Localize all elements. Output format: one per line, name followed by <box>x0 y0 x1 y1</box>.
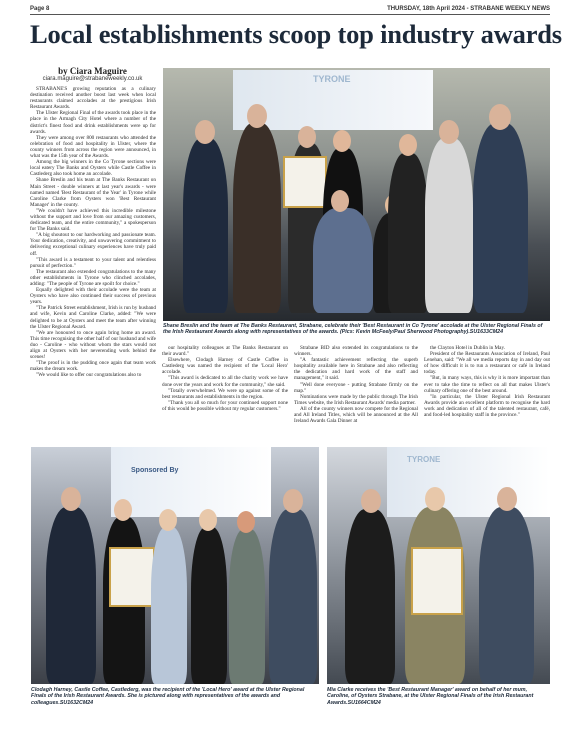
paragraph: All of the county winners now compete for the Regional and All Ireland Titles, which will be announced at the All Ireland Awards Gala Dinner at <box>294 405 418 425</box>
person-head <box>425 487 445 511</box>
article-column-1 <box>30 86 156 444</box>
paragraph: The restaurant also extended congratulations to the many other establishments in Tyrone who clinched accolades, adding: "The people of Tyrone are spoilt for choice." <box>30 268 156 287</box>
paragraph: The Ulster Regional Final of the awards took place in the place in the Armagh City Hotel where a number of the district's finest food and drink establishments were up for awards. <box>30 110 156 135</box>
person <box>151 527 187 684</box>
person-head <box>489 104 511 130</box>
award-certificate <box>109 547 155 607</box>
paragraph: "This award is dedicated to all the charity work we have done over the years and work for the community," she said. <box>162 375 288 388</box>
article-column-4 <box>424 345 550 440</box>
person-head <box>298 126 316 148</box>
person-head <box>159 509 177 531</box>
person-head <box>237 511 255 533</box>
main-photo-caption: Shane Breslin and the team at The Banks Restaurant, Strabane, celebrate their 'Best Restaurant in Co Tyrone' accolade at the Ulster Regional Finals of the Irish Restaurant Awards along with representatives of the awards. (Pics: Kevin McFeely/Paul Sherwood Photography).SU1633CM24 <box>163 323 543 336</box>
paragraph: "We are honoured to once again bring home an award. This time recognising the other half of our husband and wife duo - Caroline - who without whom the stars would not align at Oysters with her neverending work behind the scenes! <box>30 329 156 361</box>
award-certificate <box>283 156 327 208</box>
paragraph: "A fantastic achievement reflecting the superb hospitality available here in Strabane and also reflecting the dedication and hard work of the staff and management," it said. <box>294 357 418 382</box>
person-head <box>283 489 303 513</box>
article-column-2 <box>162 345 288 440</box>
oysters-caption: Mia Clarke receives the 'Best Restaurant Manager' award on behalf of her mum, Caroline, of Oysters Strabane, at the Ulster Regional Finals of the Irish Restaurant Awards.SU1664CM24 <box>327 687 534 706</box>
person-head <box>199 509 217 531</box>
headline: Local establishments scoop top industry awards <box>30 19 562 49</box>
person <box>345 509 395 684</box>
paragraph: "The Patrick Street establishment, Irish is run by husband and wife, Kevin and Caroline Clarke, added: "We were delighted to be at Oysters and meet the team after winning the Ulster Regional Award. <box>30 305 156 330</box>
person-head <box>439 120 459 144</box>
tyrone-banner-text: TYRONE <box>407 455 441 464</box>
byline <box>30 66 155 82</box>
person <box>473 123 528 313</box>
main-photo <box>163 68 550 321</box>
oysters-photo <box>327 447 550 684</box>
person-head <box>497 487 517 511</box>
header-rule <box>30 14 550 15</box>
person-head <box>61 487 81 511</box>
person-head <box>399 134 417 156</box>
person-head <box>195 120 215 144</box>
person <box>183 138 228 313</box>
paragraph: Strabane BID also extended its congratulations to the winners. <box>294 345 418 358</box>
person <box>46 507 96 684</box>
person <box>191 527 227 684</box>
paragraph: "The proof is in the pudding once again that team work makes the dream work. <box>30 360 156 373</box>
person-head <box>114 499 132 521</box>
awards-backdrop <box>111 447 271 517</box>
paragraph: Elsewhere, Clodagh Harney of Castle Coffee in Castlederg was named the recipient of the 'Local Hero' accolade. <box>162 357 288 376</box>
paragraph: Shane Breslin and his team at The Banks Restaurant on Main Street - double winners at last year's awards - were named named 'Best Restaurant of the Year' in Tyrone while Caroline Clarke from Oysters won 'Best Restaurant Manager' in the county. <box>30 177 156 208</box>
paragraph: Among the big winners in the Co Tyrone sections were local eatery The Banks and Oysters while Castle Coffee in Castlederg also took home an accolade. <box>30 159 156 178</box>
person <box>479 507 534 684</box>
person <box>425 138 473 313</box>
paragraph: President of the Restaurants Association of Ireland, Paul Lenehan, said: "We all we media reports day in and day out of how difficult it is to run a restaurant or café in Ireland today. <box>424 351 550 376</box>
person-kneeling <box>313 208 373 313</box>
paragraph: Equally delighted with their accolade were the team at Oysters who have also continued their success of previous years. <box>30 287 156 306</box>
paragraph: "Totally overwhelmed. We were up against some of the best restaurants and establishments in the region. <box>162 387 288 400</box>
dateline: THURSDAY, 18th April 2024 - STRABANE WEEKLY NEWS <box>387 6 550 12</box>
paragraph: "We couldn't have achieved this incredible milestone without the support and love from our amazing customers, dedicated team, and the entire community," a spokesperson for The Banks said. <box>30 207 156 233</box>
paragraph: "Well done everyone - putting Strabane firmly on the map." <box>294 381 418 394</box>
paragraph: Nominations were made by the public through The Irish Times website, the Irish Restaurant Awards' media partner. <box>294 393 418 406</box>
sponsor-text: Sponsored By <box>131 467 179 474</box>
author-email[interactable]: ciara.maguire@strabaneweekly.co.uk <box>42 76 143 82</box>
paragraph: our hospitality colleagues at The Banks Restaurant on their award." <box>162 345 288 358</box>
paragraph: "This award is a testament to your talent and relentless pursuit of perfection." <box>30 256 156 269</box>
paragraph: "But, in many ways, this is why it is more important than ever to take the time to reflect on all that makes Ulster's culinary offering one of the best around. <box>424 375 550 394</box>
person-head <box>333 130 351 152</box>
author-name: by Ciara Maguire <box>58 66 127 76</box>
award-certificate <box>411 547 463 615</box>
tyrone-banner-text: TYRONE <box>313 74 351 84</box>
person-head <box>247 104 267 128</box>
person-head <box>331 190 349 212</box>
person-head <box>361 489 381 513</box>
paragraph: They were among over 800 restaurants who attended the celebration of food and hospitality in Ulster, where the county winners from across the region were announced, in what was the 15th year of the Awards. <box>30 134 156 160</box>
person <box>233 123 281 313</box>
paragraph: "A big shoutout to our hardworking and passionate team. Your dedication, creativity, and unwavering commitment to delivering exceptional culinary experiences have truly paid off. <box>30 232 156 257</box>
castle-coffee-caption: Clodagh Harney, Castle Coffee, Castlederg, was the recipient of the 'Local Hero' award at the Ulster Regional Finals of the Irish Restaurant Awards. She is pictured along with representatives of the awards and colleagues.SU1632CM24 <box>31 687 305 706</box>
person <box>229 529 265 684</box>
page-number: Page 8 <box>30 6 50 12</box>
paragraph: "Thank you all so much for your continued support none of this would be possible without my regular customers." <box>162 399 288 412</box>
person <box>388 153 428 313</box>
paragraph: "We would like to offer our congratulations also to <box>36 372 142 379</box>
paragraph: the Clayton Hotel in Dublin in May. <box>430 345 506 351</box>
paragraph: "In particular, the Ulster Regional Irish Restaurant Awards provide an excellent platform to recognise the hard work and dedication of all of the talented restaurant, café, and food-led hospitality staff in the province." <box>424 393 550 419</box>
person <box>269 509 317 684</box>
castle-coffee-photo <box>31 447 319 684</box>
paragraph: STRABANE'S growing reputation as a culinary destination received another boost last week when local restaurants claimed accolades at the prestigious Irish Restaurant Awards. <box>30 86 156 111</box>
article-column-3 <box>294 345 418 440</box>
